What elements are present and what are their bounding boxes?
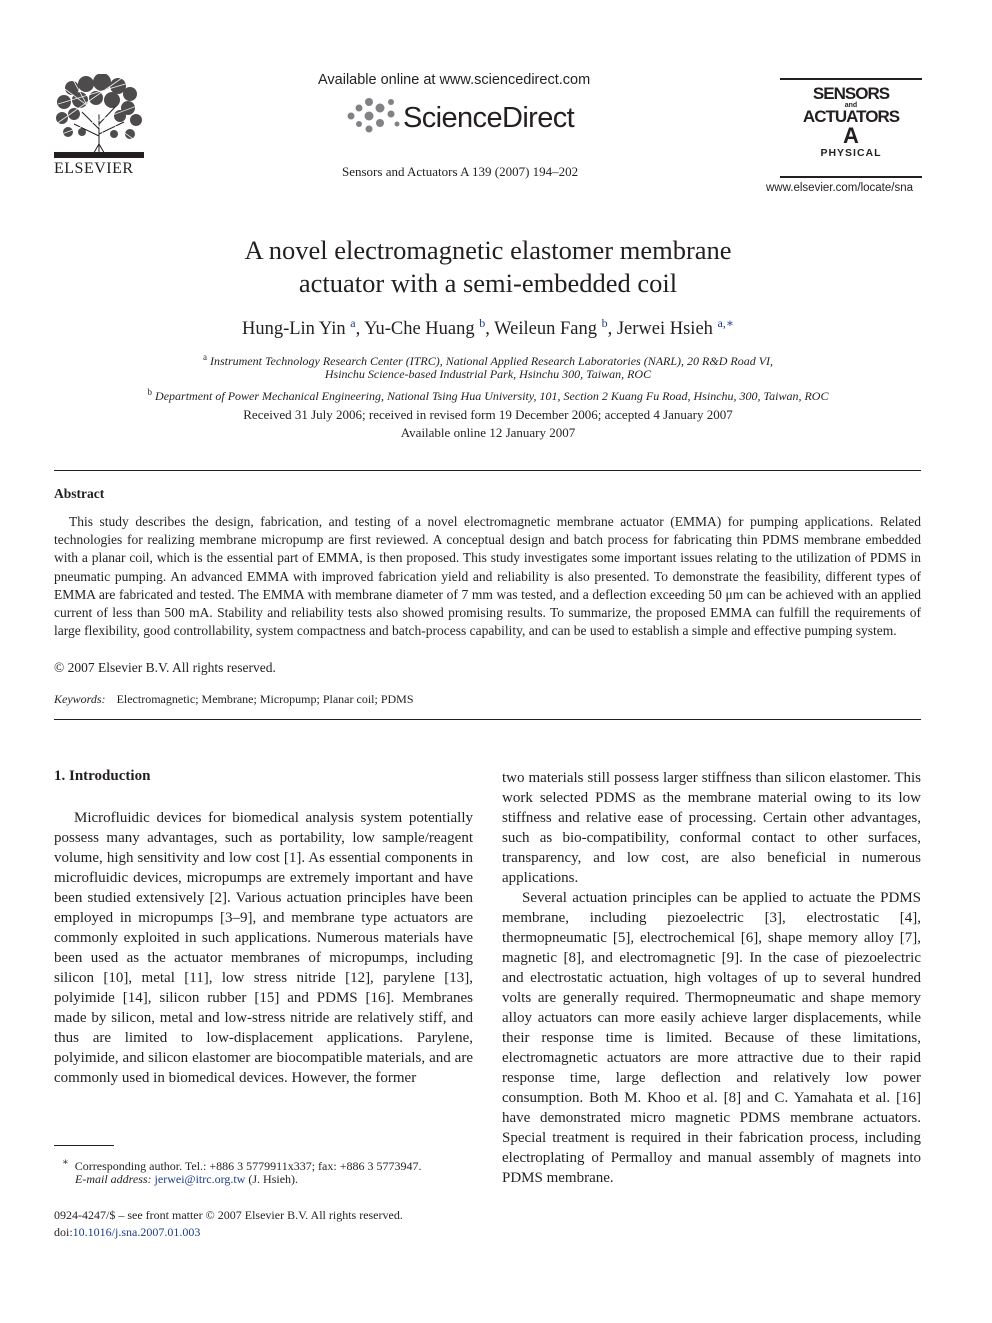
available-online-date: Available online 12 January 2007 bbox=[400, 425, 576, 440]
author-name: Hung-Lin Yin bbox=[241, 319, 346, 340]
abstract-heading: Abstract bbox=[54, 486, 105, 501]
email-suffix: (J. Hsieh). bbox=[248, 1172, 299, 1186]
keywords bbox=[54, 692, 414, 707]
keywords-label: Keywords: bbox=[54, 692, 106, 706]
abstract-text: This study describes the design, fabrication, and testing of a novel electromagnetic membrane actuator (EMMA) for pumping applications. Related technologies for realizing membrane micropump are first reviewed. A conceptual design and batch process for fabricating thin PDMS membrane embedded with a planar coil, which is the essential part of EMMA, is then proposed. This study investigates some important issues relating to the utilization of PDMS in pneumatic pumping. An advanced EMMA with improved fabrication yield and reliability is also presented. To demonstrate the feasibility, different types of EMMA are fabricated and tested. The EMMA with membrane diameter of 7 mm was tested, and a deflection exceeding 50 μm can be achieved with an applied current of less than 500 mA. Stability and reliability tests also showed promising results. To summarize, the proposed EMMA can fulfill the requirements of large flexibility, good controllability, system compactness and batch-process capability, and can be used to establish a simple and effective pumping system. bbox=[54, 514, 921, 639]
email-link[interactable]: jerwei@itrc.org.tw bbox=[154, 1172, 246, 1186]
affiliation-link[interactable]: b bbox=[601, 316, 608, 330]
received-dates: Received 31 July 2006; received in revised form 19 December 2006; accepted 4 January 2007 bbox=[243, 407, 733, 422]
affiliation-text: Department of Power Mechanical Engineering, National Tsing Hua University, 101, Section 2 Kuang Fu Road, Hsinchu, 300, Taiwan, ROC bbox=[155, 389, 829, 403]
section-heading-introduction: 1. Introduction bbox=[54, 768, 151, 784]
journal-reference: Sensors and Actuators A 139 (2007) 194–202 bbox=[342, 164, 579, 179]
affiliation-text: Instrument Technology Research Center (ITRC), National Applied Research Laboratories (NARL), 20 R&D Road VI, bbox=[209, 354, 774, 368]
journal-logo-bottom-rule bbox=[780, 176, 922, 178]
available-online-text: Available online at www.sciencedirect.com bbox=[318, 72, 591, 88]
affiliation-b bbox=[0, 384, 976, 406]
title-line-1: A novel electromagnetic elastomer membrane bbox=[244, 235, 732, 265]
journal-logo bbox=[780, 86, 922, 159]
affiliation-link[interactable]: a bbox=[350, 316, 356, 330]
journal-logo-word-sensors: SENSORS bbox=[812, 84, 890, 103]
affiliation-link[interactable]: b bbox=[479, 316, 486, 330]
author-list: Hung-Lin Yin $^a$, Yu-Che Huang $^b$, Weileun Fang $^b$, Jerwei Hsieh $^{a,∗}$ bbox=[241, 316, 735, 340]
doi-line bbox=[54, 1224, 200, 1241]
affiliation-a-continued bbox=[0, 366, 976, 384]
email-label: E-mail address: bbox=[75, 1172, 152, 1186]
author-name: Yu-Che Huang bbox=[364, 319, 475, 340]
right-column bbox=[502, 768, 921, 1188]
doi-link[interactable]: 10.1016/j.sna.2007.01.003 bbox=[72, 1225, 201, 1239]
sciencedirect-wordmark: ScienceDirect bbox=[403, 102, 575, 134]
journal-logo-word-and: and bbox=[844, 102, 858, 109]
paragraph: two materials still possess larger stiffness than silicon elastomer. This work selected PDMS as the membrane material owing to its low stiffness and relative ease of processing. Certain other advantages, such as bio-compatibility, conformal contact to other surfaces, transparency, and low cost, are also beneficial in numerous applications. bbox=[502, 770, 921, 886]
journal-logo-word-actuators: ACTUATORS bbox=[802, 107, 900, 126]
sciencedirect-dots-icon bbox=[345, 96, 401, 136]
front-matter-line: 0924-4247/$ – see front matter © 2007 Elsevier B.V. All rights reserved. bbox=[54, 1208, 403, 1222]
publisher-name: ELSEVIER bbox=[54, 160, 134, 177]
journal-logo-top-rule bbox=[780, 78, 922, 80]
corresponding-author-text: Corresponding author. Tel.: +886 3 5779911x337; fax: +886 3 5773947. bbox=[74, 1159, 422, 1173]
paragraph: Microfluidic devices for biomedical analysis system potentially possess many advantages, such as portability, low sample/reagent volume, high sensitivity and low cost [1]. As essential components in microfluidic devices, micropumps are extremely important and have been studied extensively [2]. Various actuation principles have been employed in micropumps [3–9], and membrane type actuators are commonly exploited in such applications. Numerous materials have been used as the actuator membranes of micropumps, including silicon [10], metal [11], low stress nitride [12], parylene [13], polyimide [14], silicon rubber [15] and PDMS [16]. Membranes made by silicon, metal and low-stress nitride are relatively stiff, and thus are limited to low-displacement applications. Parylene, polyimide, and silicon elastomer are biocompatible materials, and are commonly used in biomedical devices. However, the former bbox=[54, 810, 473, 1086]
doi-label: doi: bbox=[54, 1225, 73, 1239]
footnote-rule bbox=[54, 1145, 114, 1146]
abstract-bottom-rule bbox=[54, 719, 921, 720]
author-name: Weileun Fang bbox=[494, 319, 597, 340]
journal-logo-physical: PHYSICAL bbox=[820, 147, 882, 159]
affiliation-link[interactable]: a,∗ bbox=[717, 316, 735, 330]
affiliation-text: Hsinchu Science-based Industrial Park, Hsinchu 300, Taiwan, ROC bbox=[324, 367, 652, 381]
abstract-copyright: © 2007 Elsevier B.V. All rights reserved. bbox=[54, 660, 276, 675]
email-note bbox=[75, 1171, 298, 1188]
abstract-body bbox=[54, 513, 921, 640]
keywords-list: Electromagnetic; Membrane; Micropump; Planar coil; PDMS bbox=[116, 692, 414, 706]
journal-logo-section-a: A bbox=[843, 123, 859, 148]
title-line-2: actuator with a semi-embedded coil bbox=[298, 268, 678, 298]
article-title bbox=[0, 234, 976, 300]
affiliation-mark: b bbox=[147, 387, 153, 397]
footnote-mark: ∗ bbox=[62, 1157, 69, 1168]
affiliation-mark: a bbox=[202, 352, 207, 362]
article-history bbox=[0, 406, 976, 442]
left-column bbox=[54, 808, 473, 1088]
journal-url-link[interactable]: www.elsevier.com/locate/sna bbox=[766, 182, 914, 194]
author-name: Jerwei Hsieh bbox=[616, 319, 713, 340]
abstract-top-rule bbox=[54, 470, 921, 471]
paragraph: Several actuation principles can be applied to actuate the PDMS membrane, including piezoelectric [3], electrostatic [4], thermopneumatic [5], electrochemical [6], shape memory alloy [7], magnetic [8], and electromagnetic [9]. In the case of piezoelectric and electrostatic actuation, high voltages of up to several hundred volts are generally required. Thermopneumatic and shape memory alloy actuators can more easily achieve larger displacements, while their response time is limited. Because of these limitations, electromagnetic actuators are more attractive due to their rapid response time, large deflection and relatively low power consumption. Both M. Khoo et al. [8] and C. Yamahata et al. [16] have demonstrated micro magnetic PDMS membrane actuators. Special treatment is required in their fabrication process, including electroplating of Permalloy and manual assembly of magnets into PDMS membrane. bbox=[502, 890, 921, 1186]
